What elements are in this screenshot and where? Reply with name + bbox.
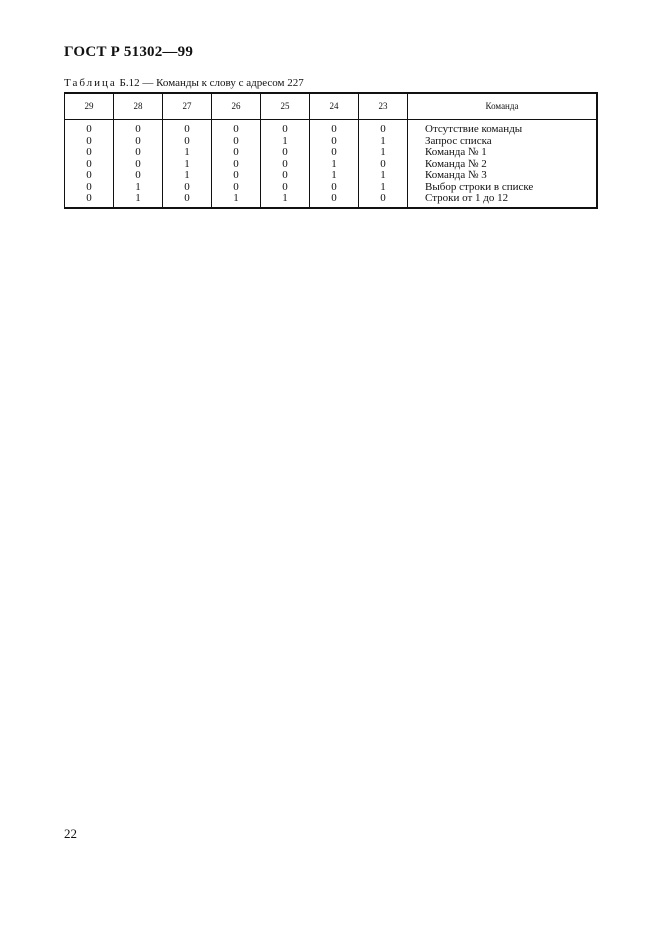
table-cell: 0 xyxy=(310,193,359,208)
column-header-command: Команда xyxy=(408,93,598,120)
table-cell: 0 xyxy=(359,159,408,171)
command-cell: Запрос списка xyxy=(408,136,598,148)
table-cell: 0 xyxy=(359,120,408,136)
table-cell: 0 xyxy=(212,182,261,194)
table-cell: 0 xyxy=(65,170,114,182)
column-header: 24 xyxy=(310,93,359,120)
table-cell: 0 xyxy=(114,120,163,136)
table-cell: 0 xyxy=(310,120,359,136)
table-cell: 1 xyxy=(359,170,408,182)
column-header: 28 xyxy=(114,93,163,120)
table-cell: 0 xyxy=(359,193,408,208)
document-code: ГОСТ Р 51302—99 xyxy=(64,44,194,60)
column-header: 23 xyxy=(359,93,408,120)
table-cell: 1 xyxy=(114,193,163,208)
table-cell: 1 xyxy=(114,182,163,194)
table-cell: 0 xyxy=(212,147,261,159)
table-cell: 1 xyxy=(261,136,310,148)
table-cell: 0 xyxy=(212,170,261,182)
page-number: 22 xyxy=(64,826,77,841)
table-cell: 0 xyxy=(65,159,114,171)
table-cell: 1 xyxy=(163,170,212,182)
command-cell: Команда № 3 xyxy=(408,170,598,182)
table-cell: 0 xyxy=(163,120,212,136)
table-row xyxy=(65,120,598,136)
command-cell: Отсутствие команды xyxy=(408,120,598,136)
table-cell: 0 xyxy=(114,159,163,171)
table-cell: 0 xyxy=(212,120,261,136)
table-cell: 0 xyxy=(114,147,163,159)
column-header: 26 xyxy=(212,93,261,120)
table-cell: 0 xyxy=(163,136,212,148)
table-cell: 1 xyxy=(212,193,261,208)
table-cell: 1 xyxy=(359,182,408,194)
table-cell: 0 xyxy=(65,182,114,194)
table-cell: 0 xyxy=(65,147,114,159)
table-cell: 0 xyxy=(261,159,310,171)
table-row xyxy=(65,147,598,159)
table-row xyxy=(65,170,598,182)
command-cell: Строки от 1 до 12 xyxy=(408,193,598,208)
column-header: 27 xyxy=(163,93,212,120)
table-cell: 0 xyxy=(65,120,114,136)
table-cell: 0 xyxy=(261,182,310,194)
table-cell: 0 xyxy=(114,136,163,148)
table-cell: 0 xyxy=(261,120,310,136)
table-cell: 1 xyxy=(163,159,212,171)
table-cell: 0 xyxy=(310,182,359,194)
table-cell: 0 xyxy=(212,159,261,171)
table-cell: 1 xyxy=(359,136,408,148)
column-header: 25 xyxy=(261,93,310,120)
table-cell: 1 xyxy=(163,147,212,159)
command-cell: Команда № 2 xyxy=(408,159,598,171)
commands-table xyxy=(64,92,598,209)
table-cell: 0 xyxy=(114,170,163,182)
command-cell: Выбор строки в списке xyxy=(408,182,598,194)
table-caption-text: Б.12 — Команды к слову с адресом 227 xyxy=(119,77,304,89)
table-cell: 0 xyxy=(163,193,212,208)
table-cell: 1 xyxy=(310,159,359,171)
table-row xyxy=(65,193,598,208)
table-cell: 1 xyxy=(261,193,310,208)
command-cell: Команда № 1 xyxy=(408,147,598,159)
table-caption-label: Таблица xyxy=(64,77,117,89)
table-caption xyxy=(64,77,304,89)
table-cell: 0 xyxy=(65,136,114,148)
table-cell: 0 xyxy=(65,193,114,208)
table-cell: 1 xyxy=(359,147,408,159)
column-header: 29 xyxy=(65,93,114,120)
table-cell: 0 xyxy=(163,182,212,194)
table-cell: 0 xyxy=(261,170,310,182)
table-cell: 1 xyxy=(310,170,359,182)
table-cell: 0 xyxy=(310,147,359,159)
table-cell: 0 xyxy=(212,136,261,148)
table-cell: 0 xyxy=(261,147,310,159)
table-cell: 0 xyxy=(310,136,359,148)
table-header-row xyxy=(65,93,598,120)
